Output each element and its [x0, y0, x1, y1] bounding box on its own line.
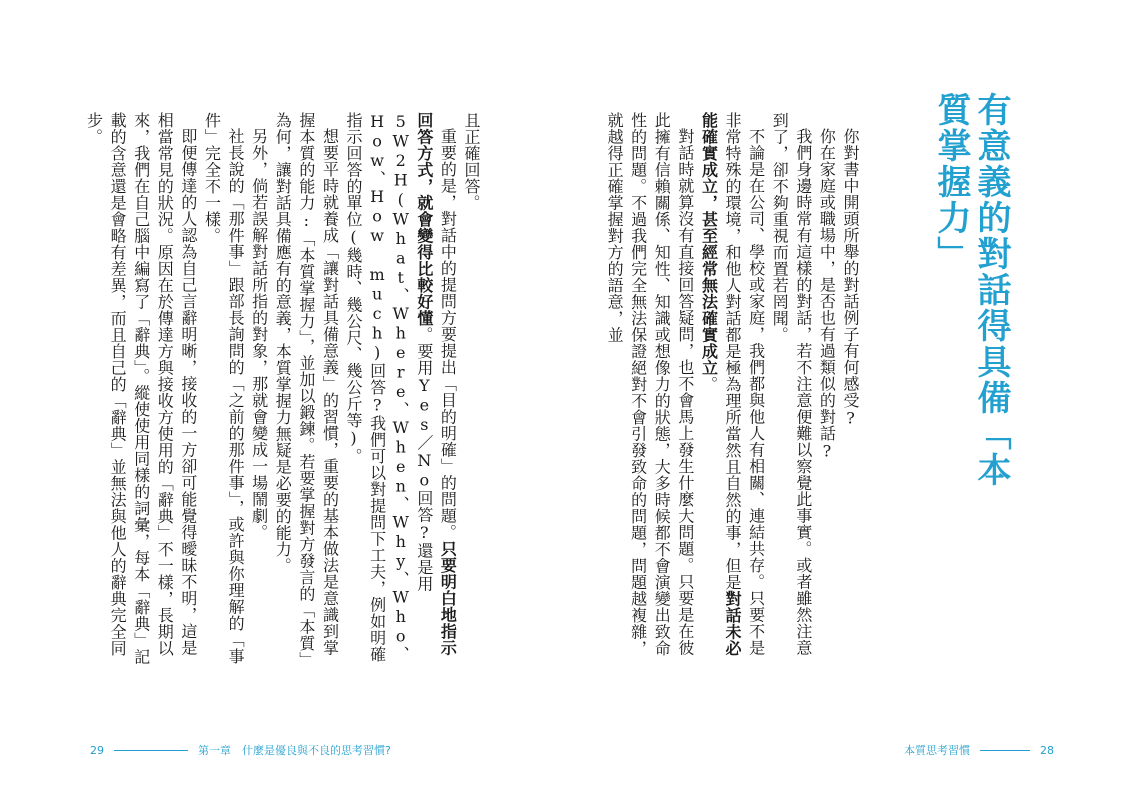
text-run: 對話時就算沒有直接回答疑問，也不會馬上發生什麼大問題。只要是在彼此擁有信賴關係、知性、知識或想像力的狀態，大多時候都不會演變出致命性的問題。不過我們完全無法保證絕對不會引發致命的問題，問題越複雜，就越得正確掌握對方的語意，並: [605, 112, 695, 657]
text-run: 不論是在公司、學校或家庭，我們都與他人有相關、連結共存。只要不是非常特殊的環境，和他人對話都是極為理所當然且自然的事，但是: [723, 112, 766, 656]
paragraph: [247, 112, 271, 672]
section-heading: 有意義的對話得具備「本質掌握力」: [931, 92, 1011, 488]
page-number-right: 28: [1040, 743, 1054, 757]
emphasized-text: 對話未必能確實成立，甚至經常無法確實成立: [699, 112, 743, 657]
paragraph: [838, 112, 862, 672]
right-page-footer: [904, 741, 1054, 759]
text-run: 且正確回答。: [462, 112, 481, 211]
text-run: 社長說的「那件事」跟部長詢問的「之前的那件事」，或許與你理解的「事件」完全不一樣。: [202, 112, 246, 665]
paragraph: [459, 112, 483, 672]
paragraph: [768, 112, 815, 672]
paragraph: [82, 112, 200, 672]
text-run: 想要平時就養成「讓對話具備意義」的習慣，重要的基本做法是意識到掌握本質的能力:「本質掌握力」，並加以鍛鍊。若要掌握對方發言的「本質」為何，讓對話具備應有的意義，本質掌握力無疑是必要的能力。: [273, 112, 340, 668]
paragraph: [602, 112, 696, 672]
emphasized-text: 只要明白地指示回答方式，就會變得比較好懂: [414, 112, 458, 656]
chapter-title: 第一章 什麼是優良與不良的思考習慣?: [198, 744, 391, 757]
left-page-footer: [90, 741, 391, 759]
footer-rule: [114, 750, 188, 751]
text-run: 你對書中開頭所舉的對話例子有何感受?: [841, 128, 860, 428]
paragraph: [815, 112, 839, 672]
paragraph: [200, 112, 247, 672]
footer-rule: [980, 750, 1030, 751]
right-page-body: [552, 112, 862, 672]
text-run: 。要用Yes／No回答?還是用5W2H(What、Where、When、Why、Who、How、How much)回答?我們可以對提問下工夫，例如明確指示回答的單位(幾時、幾公尺、幾公斤等)。: [344, 112, 434, 663]
text-run: 重要的是，對話中的提問方要提出「目的明確」的問題。: [438, 128, 458, 541]
text-run: 你在家庭或職場中，是否也有過類似的對話?: [817, 128, 837, 461]
text-run: 我們身邊時常有這樣的對話，若不注意便難以察覺此事實。或者雖然注意到了，卻不夠重視而置若罔聞。: [770, 112, 813, 656]
text-run: 。: [699, 376, 719, 393]
paragraph: [341, 112, 459, 672]
text-run: 另外，倘若誤解對話所指的對象，那就會變成一場鬧劇。: [249, 128, 269, 541]
book-title: 本質思考習慣: [904, 744, 970, 757]
text-run: 即便傳達的人認為自己言辭明晰，接收的一方卻可能覺得曖昧不明，這是相當常見的狀況。原因在於傳達方與接收方使用的「辭典」不一樣，長期以來，我們在自己腦中編寫了「辭典」。縱使使用同樣的詞彙，每本「辭典」記載的含意還是會略有差異，而且自己的「辭典」並無法與他人的辭典完全同步。: [84, 112, 198, 665]
paragraph: [271, 112, 342, 672]
left-page-body: [78, 112, 483, 672]
paragraph: [697, 112, 768, 672]
page-number-left: 29: [90, 743, 104, 757]
